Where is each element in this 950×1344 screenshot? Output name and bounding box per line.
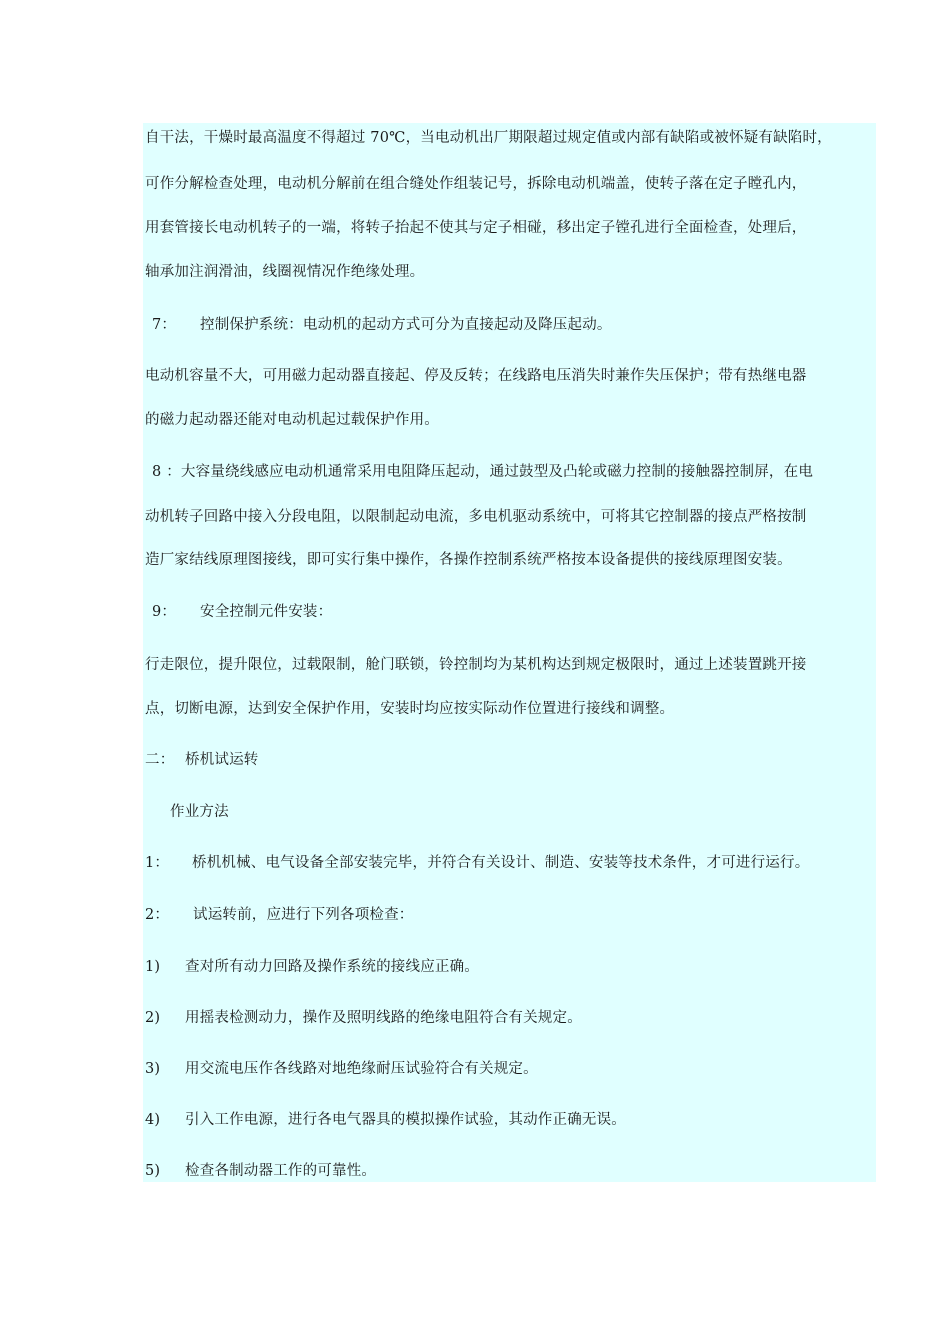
check-text: 用摇表检测动力，操作及照明线路的绝缘电阻符合有关规定。 xyxy=(185,1010,582,1026)
paragraph-line: 可作分解检查处理，电动机分解前在组合缝处作组装记号，拆除电动机端盖，使转子落在定子瞠孔内， xyxy=(145,176,807,192)
check-number: 4) xyxy=(145,1112,161,1128)
check-item xyxy=(145,1110,626,1130)
step-number: 1： xyxy=(145,855,170,871)
step-text: 试运转前，应进行下列各项检查： xyxy=(193,907,414,923)
section-title: 桥机试运转 xyxy=(185,752,259,768)
method-heading: 作业方法 xyxy=(170,804,229,820)
item-text: 安全控制元件安装： xyxy=(200,604,333,620)
paragraph-line: 轴承加注润滑油，线圈视情况作绝缘处理。 xyxy=(145,264,425,280)
item-9-heading xyxy=(152,602,332,622)
check-item xyxy=(145,1161,376,1181)
check-number: 2) xyxy=(145,1010,161,1026)
check-text: 引入工作电源，进行各电气器具的模拟操作试验，其动作正确无误。 xyxy=(185,1112,626,1128)
check-text: 检查各制动器工作的可靠性。 xyxy=(185,1163,377,1179)
paragraph-line: 自干法，干燥时最高温度不得超过 70℃，当电动机出厂期限超过规定值或内部有缺陷或被怀疑有缺陷时， xyxy=(145,130,832,146)
check-item xyxy=(145,957,479,977)
check-number: 5) xyxy=(145,1163,161,1179)
step-item xyxy=(145,905,414,925)
paragraph-line: 造厂家结线原理图接线，即可实行集中操作，各操作控制系统严格按本设备提供的接线原理图安装。 xyxy=(145,552,792,568)
section-number: 二： xyxy=(145,752,175,768)
paragraph-line: 动机转子回路中接入分段电阻，以限制起动电流，多电机驱动系统中，可将其它控制器的接点严格按制 xyxy=(145,509,807,525)
paragraph-line: 点，切断电源，达到安全保护作用，安装时均应按实际动作位置进行接线和调整。 xyxy=(145,701,675,717)
step-text: 桥机机械、电气设备全部安装完毕，并符合有关设计、制造、安装等技术条件，才可进行运行。 xyxy=(192,855,810,871)
paragraph-line: 行走限位，提升限位，过载限制，舱门联锁，铃控制均为某机构达到规定极限时，通过上述装置跳开接 xyxy=(145,657,807,673)
check-text: 查对所有动力回路及操作系统的接线应正确。 xyxy=(185,959,479,975)
check-number: 3) xyxy=(145,1061,161,1077)
check-item xyxy=(145,1008,582,1028)
item-text: 控制保护系统：电动机的起动方式可分为直接起动及降压起动。 xyxy=(200,317,612,333)
check-item xyxy=(145,1059,538,1079)
step-number: 2： xyxy=(145,907,170,923)
item-7-heading xyxy=(152,315,612,335)
item-number: 9： xyxy=(152,604,177,620)
paragraph-line: 用套管接长电动机转子的一端，将转子抬起不使其与定子相碰，移出定子镗孔进行全面检查，处理后， xyxy=(145,220,807,236)
paragraph-line: 8 ：大容量绕线感应电动机通常采用电阻降压起动，通过鼓型及凸轮或磁力控制的接触器控制屏，在电 xyxy=(152,464,814,480)
paragraph-line: 电动机容量不大，可用磁力起动器直接起、停及反转；在线路电压消失时兼作失压保护；带有热继电器 xyxy=(145,368,807,384)
step-item xyxy=(145,853,809,873)
item-number: 7： xyxy=(152,317,177,333)
check-text: 用交流电压作各线路对地绝缘耐压试验符合有关规定。 xyxy=(185,1061,538,1077)
check-number: 1) xyxy=(145,959,161,975)
paragraph-line: 的磁力起动器还能对电动机起过载保护作用。 xyxy=(145,412,439,428)
section-heading xyxy=(145,750,259,770)
